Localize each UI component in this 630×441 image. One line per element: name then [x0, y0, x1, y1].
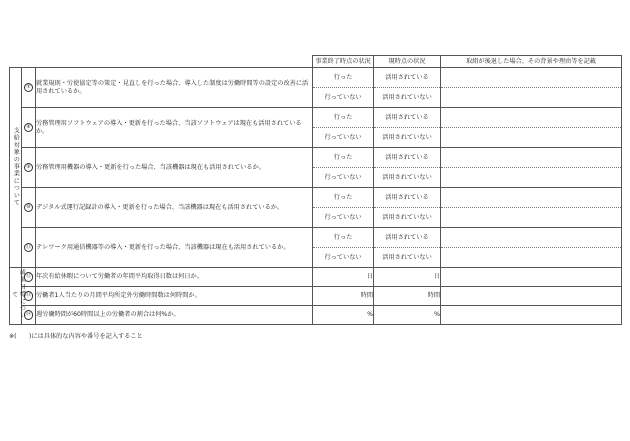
item-number-mark: ⑦	[24, 83, 34, 93]
item-row	[10, 188, 622, 208]
group-label-text: 支給対象の事業について	[12, 126, 20, 206]
item-number-mark: ⑩	[24, 203, 34, 213]
note-field[interactable]	[441, 68, 622, 88]
option-done[interactable]: 行った	[313, 228, 374, 248]
option-done[interactable]: 行った	[313, 108, 374, 128]
item-number	[22, 228, 36, 268]
item-row	[10, 108, 622, 128]
note-field[interactable]	[441, 268, 622, 287]
item-number-mark: ⑨	[24, 163, 34, 173]
note-field[interactable]	[441, 88, 622, 108]
note-field[interactable]	[441, 248, 622, 268]
item-question: 労務管理用ソフトウェアの導入・更新を行った場合、当該ソフトウェアは現在も活用されているか。	[36, 108, 313, 148]
goal-row	[10, 306, 622, 325]
item-number	[22, 68, 36, 108]
option-not-in-use[interactable]: 活用されていない	[374, 128, 441, 148]
goal-row	[10, 287, 622, 306]
option-not-in-use[interactable]: 活用されていない	[374, 88, 441, 108]
option-not-done[interactable]: 行っていない	[313, 88, 374, 108]
option-done[interactable]: 行った	[313, 188, 374, 208]
note-field[interactable]	[441, 128, 622, 148]
option-done[interactable]: 行った	[313, 148, 374, 168]
note-field[interactable]	[441, 108, 622, 128]
option-in-use[interactable]: 活用されている	[374, 108, 441, 128]
item-question: デジタル式運行記録計の導入・更新を行った場合、当該機器は現在も活用されているか。	[36, 188, 313, 228]
goal-value-end[interactable]: 日	[313, 268, 374, 287]
item-question: 労務管理用機器の導入・更新を行った場合、当該機器は現在も活用されているか。	[36, 148, 313, 188]
option-in-use[interactable]: 活用されている	[374, 68, 441, 88]
option-not-done[interactable]: 行っていない	[313, 208, 374, 228]
note-field[interactable]	[441, 208, 622, 228]
option-in-use[interactable]: 活用されている	[374, 228, 441, 248]
header-status-end: 事業終了時点の状況	[313, 56, 374, 68]
option-in-use[interactable]: 活用されている	[374, 188, 441, 208]
goal-number-mark: ⑫	[24, 272, 34, 282]
group-label-support	[10, 68, 22, 268]
group-label-text: 成果目標について	[10, 269, 26, 320]
note-field[interactable]	[441, 228, 622, 248]
item-number-mark: ⑧	[24, 123, 34, 133]
option-not-done[interactable]: 行っていない	[313, 128, 374, 148]
survey-table	[9, 55, 622, 325]
goal-number-mark: ⑭	[24, 310, 34, 320]
goal-value-end[interactable]: 時間	[313, 287, 374, 306]
item-row	[10, 228, 622, 248]
item-question: テレワーク用通信機器等の導入・更新を行った場合、当該機器は現在も活用されているか。	[36, 228, 313, 268]
note-field[interactable]	[441, 168, 622, 188]
item-number	[22, 188, 36, 228]
header-row	[10, 56, 622, 68]
option-in-use[interactable]: 活用されている	[374, 148, 441, 168]
group-label-goals	[10, 268, 26, 325]
item-number	[22, 148, 36, 188]
goal-question: 年次有給休暇について労働者の年間平均取得日数は何日か。	[36, 268, 313, 287]
item-number-mark: ⑪	[24, 243, 34, 253]
note-field[interactable]	[441, 148, 622, 168]
option-not-in-use[interactable]: 活用されていない	[374, 168, 441, 188]
note-field[interactable]	[441, 188, 622, 208]
goal-question: 週労働時間が60時間以上の労働者の割合は何%か。	[36, 306, 313, 325]
goal-question: 労働者1人当たりの月間平均所定外労働時間数は何時間か。	[36, 287, 313, 306]
goal-value-end[interactable]: %	[313, 306, 374, 325]
header-blank	[10, 56, 313, 68]
item-question: 就業規則・労使協定等の策定・見直しを行った場合、導入した制度は労働時間等の設定の改善に活用されているか。	[36, 68, 313, 108]
goal-number-mark: ⑬	[24, 291, 34, 301]
option-not-in-use[interactable]: 活用されていない	[374, 248, 441, 268]
note-field[interactable]	[441, 287, 622, 306]
option-not-done[interactable]: 行っていない	[313, 248, 374, 268]
option-not-done[interactable]: 行っていない	[313, 168, 374, 188]
goal-row	[10, 268, 622, 287]
goal-value-now[interactable]: %	[374, 306, 441, 325]
table-body	[10, 68, 622, 325]
option-done[interactable]: 行った	[313, 68, 374, 88]
option-not-in-use[interactable]: 活用されていない	[374, 208, 441, 228]
goal-value-now[interactable]: 日	[374, 268, 441, 287]
item-row	[10, 148, 622, 168]
header-note: 取組が後退した場合、その背景や理由等を記載	[441, 56, 622, 68]
note-field[interactable]	[441, 306, 622, 325]
header-status-now: 現時点の状況	[374, 56, 441, 68]
goal-value-now[interactable]: 時間	[374, 287, 441, 306]
footnote: ※( )には具体的な内容や番号を記入すること	[9, 333, 143, 340]
item-row	[10, 68, 622, 88]
item-number	[22, 108, 36, 148]
